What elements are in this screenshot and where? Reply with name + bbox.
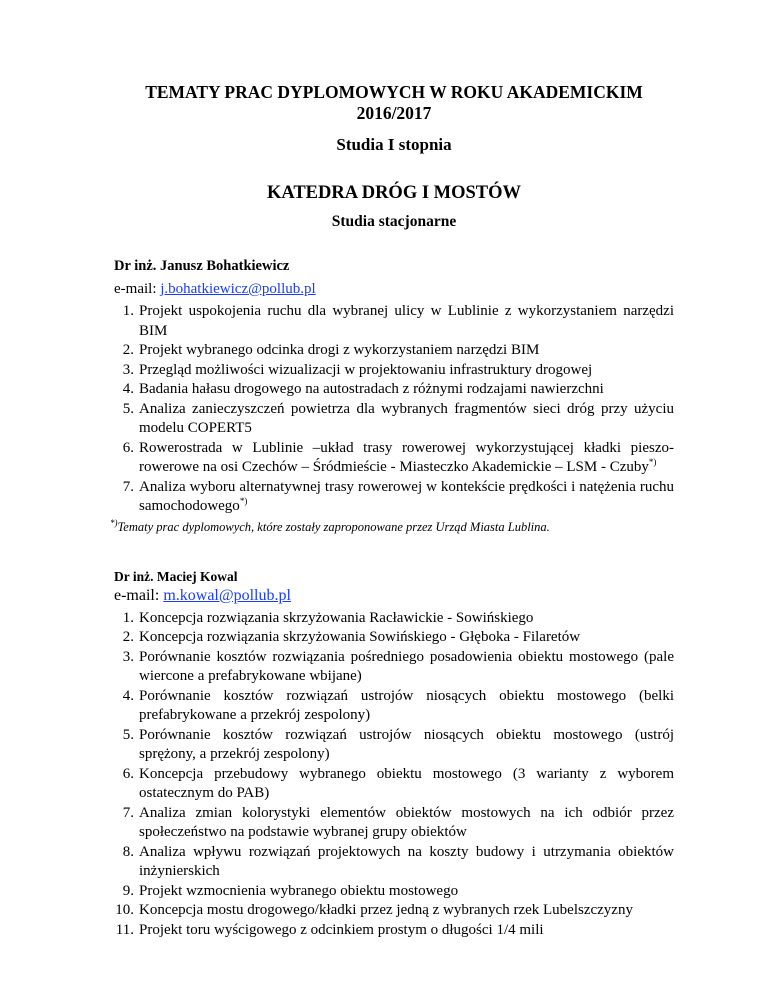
email-link-2[interactable]: m.kowal@pollub.pl	[163, 586, 291, 604]
list-item: 5. Analiza zanieczyszczeń powietrza dla wybranych fragmentów sieci dróg przy użyciu modelu COPERT5	[122, 400, 674, 436]
email-link-1[interactable]: j.bohatkiewicz@pollub.pl	[160, 281, 316, 297]
list-item: 6. Rowerostrada w Lublinie –układ trasy rowerowej wykorzystującej kładki pieszo-rowerowe na osi Czechów – Śródmieście - Miasteczko Akademickie – LSM - Czuby*)	[122, 439, 674, 475]
list-item: 5. Porównanie kosztów rozwiązań ustrojów niosących obiektu mostowego (ustrój sprężony, a przekrój zespolony)	[122, 726, 674, 762]
supervisor-name-1: Dr inż. Janusz Bohatkiewicz	[114, 258, 290, 274]
list-item: 7. Analiza zmian kolorystyki elementów obiektów mostowych na ich odbiór przez społeczeństwo na podstawie wybranej grupy obiektów	[122, 804, 674, 840]
supervisor-email-row-2	[114, 587, 674, 605]
supervisor-name-2: Dr inż. Maciej Kowal	[114, 568, 238, 584]
list-item: 2. Koncepcja rozwiązania skrzyżowania Sowińskiego - Głęboka - Filaretów	[122, 629, 581, 645]
document-title	[114, 82, 674, 124]
topic-list-1	[114, 302, 674, 517]
list-item: 7. Analiza wyboru alternatywnej trasy rowerowej w kontekście prędkości i natężenia ruchu samochodowego*)	[122, 478, 674, 514]
footnote	[110, 517, 674, 535]
list-item: 4. Badania hałasu drogowego na autostradach z różnymi rodzajami nawierzchni	[122, 381, 604, 397]
list-item: 1. Koncepcja rozwiązania skrzyżowania Racławickie - Sowińskiego	[122, 609, 534, 626]
list-item: 3. Porównanie kosztów rozwiązania pośredniego posadowienia obiektu mostowego (pale wiercone a prefabrykowane wbijane)	[122, 648, 674, 684]
footnote-mark: *)	[239, 496, 248, 506]
list-item: 10. Koncepcja mostu drogowego/kładki przez jedną z wybranych rzek Lubelszczyzny	[115, 902, 633, 918]
list-item: 6. Koncepcja przebudowy wybranego obiektu mostowego (3 warianty z wyborem ostatecznym do PAB)	[122, 765, 674, 801]
list-item: 8. Analiza wpływu rozwiązań projektowych na koszty budowy i utrzymania obiektów inżynierskich	[122, 843, 674, 879]
supervisor-email-row-1	[114, 281, 674, 298]
document-subtitle: Studia I stopnia	[336, 135, 452, 154]
department-heading: KATEDRA DRÓG I MOSTÓW	[266, 183, 522, 203]
list-item: 1. Projekt uspokojenia ruchu dla wybranej ulicy w Lublinie z wykorzystaniem narzędzi BIM	[122, 303, 674, 339]
title-line-2: 2016/2017	[356, 103, 432, 123]
footnote-mark: *)	[648, 457, 657, 467]
topic-list-2	[114, 609, 674, 941]
email-label: e-mail:	[114, 281, 161, 297]
title-line-1: TEMATY PRAC DYPLOMOWYCH W ROKU AKADEMICKIM	[145, 82, 643, 102]
list-item: 11. Projekt toru wyścigowego z odcinkiem prostym o długości 1/4 mili	[115, 921, 544, 938]
list-item: 3. Przegląd możliwości wizualizacji w projektowaniu infrastruktury drogowej	[122, 361, 593, 378]
study-mode: Studia stacjonarne	[331, 213, 457, 230]
list-item: 9. Projekt wzmocnienia wybranego obiektu mostowego	[122, 882, 459, 899]
footnote-text: Tematy prac dyplomowych, które zostały zaproponowane przez Urząd Miasta Lublina.	[117, 519, 550, 534]
email-label: e-mail:	[114, 586, 164, 604]
list-item: 2. Projekt wybranego odcinka drogi z wykorzystaniem narzędzi BIM	[122, 342, 540, 358]
footnote-mark: *)	[110, 517, 118, 528]
list-item: 4. Porównanie kosztów rozwiązań ustrojów niosących obiektu mostowego (belki prefabrykowane a przekrój zespolony)	[122, 687, 674, 723]
